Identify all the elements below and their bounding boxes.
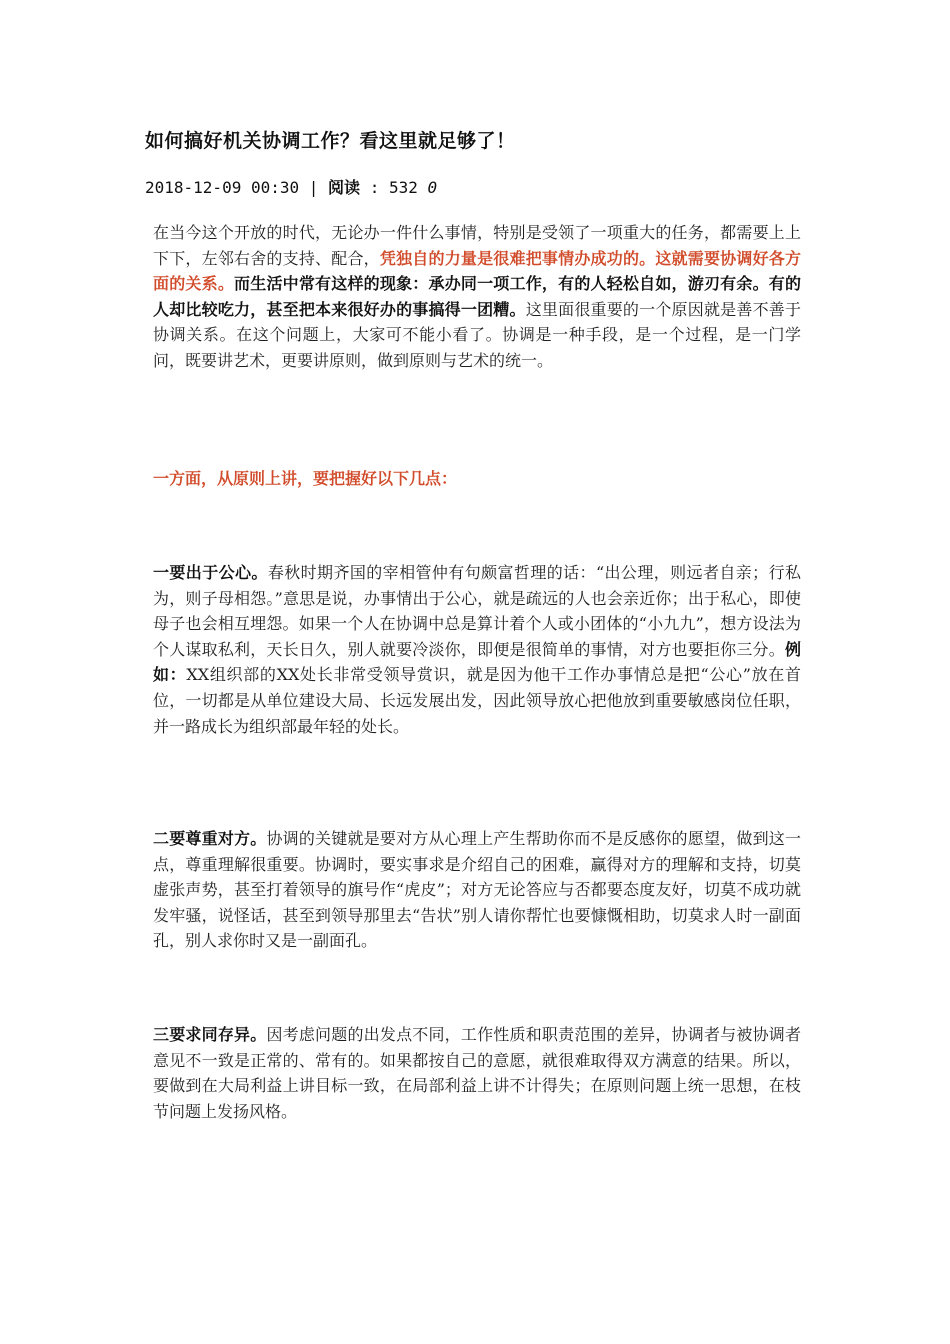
section-heading: 一方面，从原则上讲，要把握好以下几点： bbox=[153, 469, 458, 488]
reads-count: 532 bbox=[388, 178, 418, 197]
point-paragraph-1 bbox=[153, 560, 801, 739]
intro-text-end: 这里面很重要的一个原因就是善不善于协调关系。在这个问题上，大家可不能小看了。协调是一种手段，是一个过程，是一门学问，既要讲艺术，更要讲原则，做到原则与艺术的统一。 bbox=[153, 299, 801, 370]
publish-datetime: 2018-12-09 00:30 bbox=[145, 178, 300, 197]
meta-separator: | bbox=[308, 178, 319, 197]
article-title: 如何搞好机关协调工作？看这里就足够了！ bbox=[145, 130, 516, 152]
point-text: 因考虑问题的出发点不同，工作性质和职责范围的差异，协调者与被协调者意见不一致是正常的、常有的。如果都按自己的意愿，就很难取得双方满意的结果。所以，要做到在大局利益上讲目标一致，在局部利益上讲不计得失；在原则问题上统一思想，在枝节问题上发扬风格。 bbox=[153, 1025, 801, 1121]
example-label: 例如： bbox=[153, 639, 801, 685]
meta-extra: 0 bbox=[427, 178, 438, 197]
point-lead: 一要出于公心。 bbox=[153, 563, 268, 582]
intro-text: 在当今这个开放的时代，无论办一件什么事情，特别是受领了一项重大的任务，都需要上上下下，左邻右舍的支持、配合， bbox=[153, 223, 801, 268]
point-lead: 三要求同存异。 bbox=[153, 1025, 267, 1044]
point-paragraph-3 bbox=[153, 1022, 801, 1124]
intro-paragraph bbox=[153, 220, 801, 374]
article-meta bbox=[145, 175, 437, 198]
point-text: 协调的关键就是要对方从心理上产生帮助你而不是反感你的愿望，做到这一点，尊重理解很重要。协调时，要实事求是介绍自己的困难，赢得对方的理解和支持，切莫虚张声势，甚至打着领导的旗号作“虎皮”；对方无论答应与否都要态度友好，切莫不成功就发牢骚，说怪话，甚至到领导那里去“告状”别人请你帮忙也要慷慨相助，切莫求人时一副面孔，别人求你时又是一副面孔。 bbox=[153, 829, 801, 951]
point-paragraph-2 bbox=[153, 826, 801, 954]
point-lead: 二要尊重对方。 bbox=[153, 829, 267, 848]
reads-label: 阅读 bbox=[328, 178, 361, 197]
intro-bold: 而生活中常有这样的现象：承办同一项工作，有的人轻松自如，游刃有余。有的人却比较吃力，甚至把本来很好办的事搞得一团糟。 bbox=[153, 274, 801, 319]
reads-colon: : bbox=[369, 178, 380, 197]
point-text: 春秋时期齐国的宰相管仲有句颇富哲理的话：“出公理，则远者自亲；行私为，则子母相怨。”意思是说，办事情出于公心，就是疏远的人也会亲近你；出于私心，即使母子也会相互埋怨。如果一个人在协调中总是算计着个人或小团体的“小九九”，想方设法为个人谋取私利，天长日久，别人就要冷淡你，即便是很简单的事情，对方也要拒你三分。 bbox=[153, 563, 801, 659]
intro-highlight: 凭独自的力量是很难把事情办成功的。这就需要协调好各方面的关系。 bbox=[153, 248, 801, 294]
point-text-example: XX组织部的XX处长非常受领导赏识，就是因为他干工作办事情总是把“公心”放在首位，一切都是从单位建设大局、长远发展出发，因此领导放心把他放到重要敏感岗位任职，并一路成长为组织部最年轻的处长。 bbox=[153, 665, 801, 736]
